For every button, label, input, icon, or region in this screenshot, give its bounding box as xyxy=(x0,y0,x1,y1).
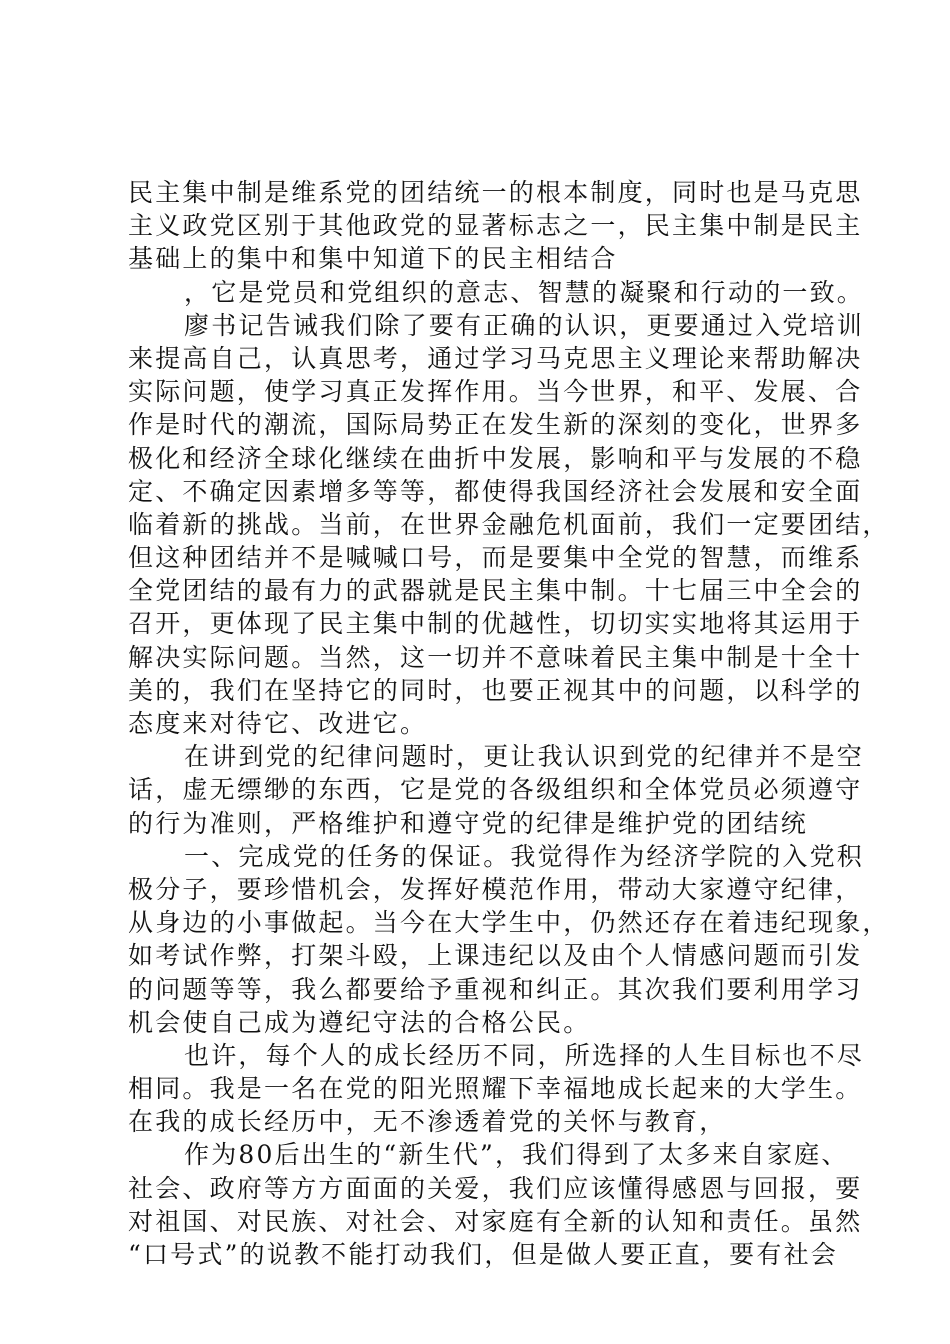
text-line: 主义政党区别于其他政党的显著标志之一，民主集中制是民主 xyxy=(128,211,863,241)
text-line: 态度来对待它、改进它。 xyxy=(128,709,428,738)
text-line: 全党团结的最有力的武器就是民主集中制。十七届三中全会的 xyxy=(128,576,863,606)
text-line: 相同。我是一名在党的阳光照耀下幸福地成长起来的大学生。 xyxy=(128,1074,863,1104)
text-line: 作为80后出生的“新生代”，我们得到了太多来自家庭、 xyxy=(184,1140,849,1170)
document-body xyxy=(128,176,890,1271)
text-line: 定、不确定因素增多等等，都使得我国经济社会发展和安全面 xyxy=(128,476,863,506)
text-line: 机会使自己成为遵纪守法的合格公民。 xyxy=(128,1007,591,1037)
text-line: 民主集中制是维系党的团结统一的根本制度，同时也是马克思 xyxy=(128,178,863,207)
text-line: 极分子，要珍惜机会，发挥好模范作用，带动大家遵守纪律， xyxy=(128,874,863,904)
text-line: 廖书记告诫我们除了要有正确的认识，更要通过入党培训 xyxy=(184,310,865,340)
text-line: 极化和经济全球化继续在曲折中发展，影响和平与发展的不稳 xyxy=(128,443,863,473)
text-line: 也许，每个人的成长经历不同，所选择的人生目标也不尽 xyxy=(184,1040,865,1070)
text-line: 一、完成党的任务的保证。我觉得作为经济学院的入党积 xyxy=(184,841,865,871)
text-line: 临着新的挑战。当前，在世界金融危机面前，我们一定要团结， xyxy=(128,509,890,539)
text-line: 基础上的集中和集中知道下的民主相结合 xyxy=(128,244,618,274)
text-line: ，它是党员和党组织的意志、智慧的凝聚和行动的一致。 xyxy=(184,277,865,307)
text-line: 社会、政府等方方面面的关爱，我们应该懂得感恩与回报，要 xyxy=(128,1173,863,1203)
text-line: 但这种团结并不是喊喊口号，而是要集中全党的智慧，而维系 xyxy=(128,543,863,573)
text-line: 实际问题，使学习真正发挥作用。当今世界，和平、发展、合 xyxy=(128,377,863,407)
text-line: 的问题等等，我么都要给予重视和纠正。其次我们要利用学习 xyxy=(128,974,863,1004)
text-line: 美的，我们在坚持它的同时，也要正视其中的问题，以科学的 xyxy=(128,675,863,705)
text-line: 解决实际问题。当然，这一切并不意味着民主集中制是十全十 xyxy=(128,642,863,672)
text-line: 对祖国、对民族、对社会、对家庭有全新的认知和责任。虽然 xyxy=(128,1206,863,1236)
text-line: 在讲到党的纪律问题时，更让我认识到党的纪律并不是空 xyxy=(184,742,865,772)
text-line: 在我的成长经历中，无不渗透着党的关怀与教育， xyxy=(128,1107,727,1137)
text-line: 作是时代的潮流，国际局势正在发生新的深刻的变化，世界多 xyxy=(128,410,863,440)
text-line: 来提高自己，认真思考，通过学习马克思主义理论来帮助解决 xyxy=(128,343,863,373)
text-line: 话，虚无缥缈的东西，它是党的各级组织和全体党员必须遵守 xyxy=(128,775,863,805)
text-line: “口号式”的说教不能打动我们，但是做人要正直，要有社会 xyxy=(128,1240,838,1269)
text-line: 从身边的小事做起。当今在大学生中，仍然还存在着违纪现象， xyxy=(128,908,890,938)
text-line: 如考试作弊，打架斗殴，上课违纪以及由个人情感问题而引发 xyxy=(128,941,863,971)
text-line: 的行为准则，严格维护和遵守党的纪律是维护党的团结统 xyxy=(128,808,809,838)
text-line: 召开，更体现了民主集中制的优越性，切切实实地将其运用于 xyxy=(128,609,863,639)
